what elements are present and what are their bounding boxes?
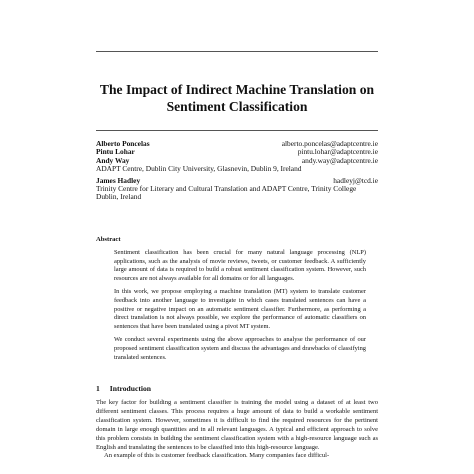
section-number: 1: [96, 384, 100, 393]
section-heading: [96, 384, 151, 393]
abstract-body: [114, 249, 366, 367]
body-paragraph: The key factor for building a sentiment classifier is training the model using a dataset of at least two different sentiment classes. This process requires a huge amount of data to build a workable sentiment classification system. However, sometimes it is difficult to find the required resources for the pertinent domain in large enough quantities and in all relevant languages. A typical and efficient approach to solve this problem consists in building the sentiment classification system with a high-resource language such as English and translating the sentences to be classified into this high-resource language.: [96, 399, 378, 451]
author-email[interactable]: andy.way@adaptcentre.ie: [301, 155, 378, 165]
author-email[interactable]: pintu.lohar@adaptcentre.ie: [297, 147, 378, 157]
abstract-paragraph: We conduct several experiments using the above approaches to analyse the performance of our proposed sentiment classification system and discuss the advantages and drawbacks of classifying translated sentences.: [114, 336, 366, 361]
author-name: Alberto Poncelas: [96, 139, 150, 148]
author-email[interactable]: alberto.poncelas@adaptcentre.ie: [281, 139, 378, 148]
title-line-2: Sentiment Classification: [166, 99, 308, 114]
author-email[interactable]: hadleyj@tcd.ie: [333, 175, 378, 185]
title-line-1: The Impact of Indirect Machine Translation on: [99, 82, 375, 97]
abstract-paragraph: In this work, we propose employing a machine translation (MT) system to translate customer feedback into another language to investigate in which cases translated sentences can have a positive or negative impact on an automatic sentiment classifier. Furthermore, as performing a direct translation is not always possible, we explore the performance of automatic classifiers on sentences that have been translated using a pivot MT system.: [114, 288, 366, 330]
author-block: [96, 140, 378, 202]
section-title: Introduction: [109, 384, 152, 393]
paper-title: [60, 81, 414, 115]
top-rule: [96, 51, 378, 52]
title-bottom-rule: [96, 130, 378, 131]
author-name: Andy Way: [96, 155, 130, 165]
affiliation: ADAPT Centre, Dublin City University, Glasnevin, Dublin 9, Ireland: [96, 164, 302, 174]
section-body: [96, 399, 378, 461]
affiliation: Trinity Centre for Literary and Cultural Translation and ADAPT Centre, Trinity College Dublin, Ireland: [96, 184, 357, 202]
author-name: Pintu Lohar: [96, 147, 135, 157]
abstract-paragraph: Sentiment classification has been crucial for many natural language processing (NLP) applications, such as the analysis of movie reviews, tweets, or customer feedback. A sufficiently large amount of data is required to build a robust sentiment classification system. However, such resources are not always available for all domains or for all languages.: [114, 249, 366, 282]
author-name: James Hadley: [96, 175, 141, 185]
abstract-heading: Abstract: [96, 236, 121, 243]
body-paragraph: An example of this is customer feedback classification. Many companies face difficul-: [104, 452, 330, 460]
